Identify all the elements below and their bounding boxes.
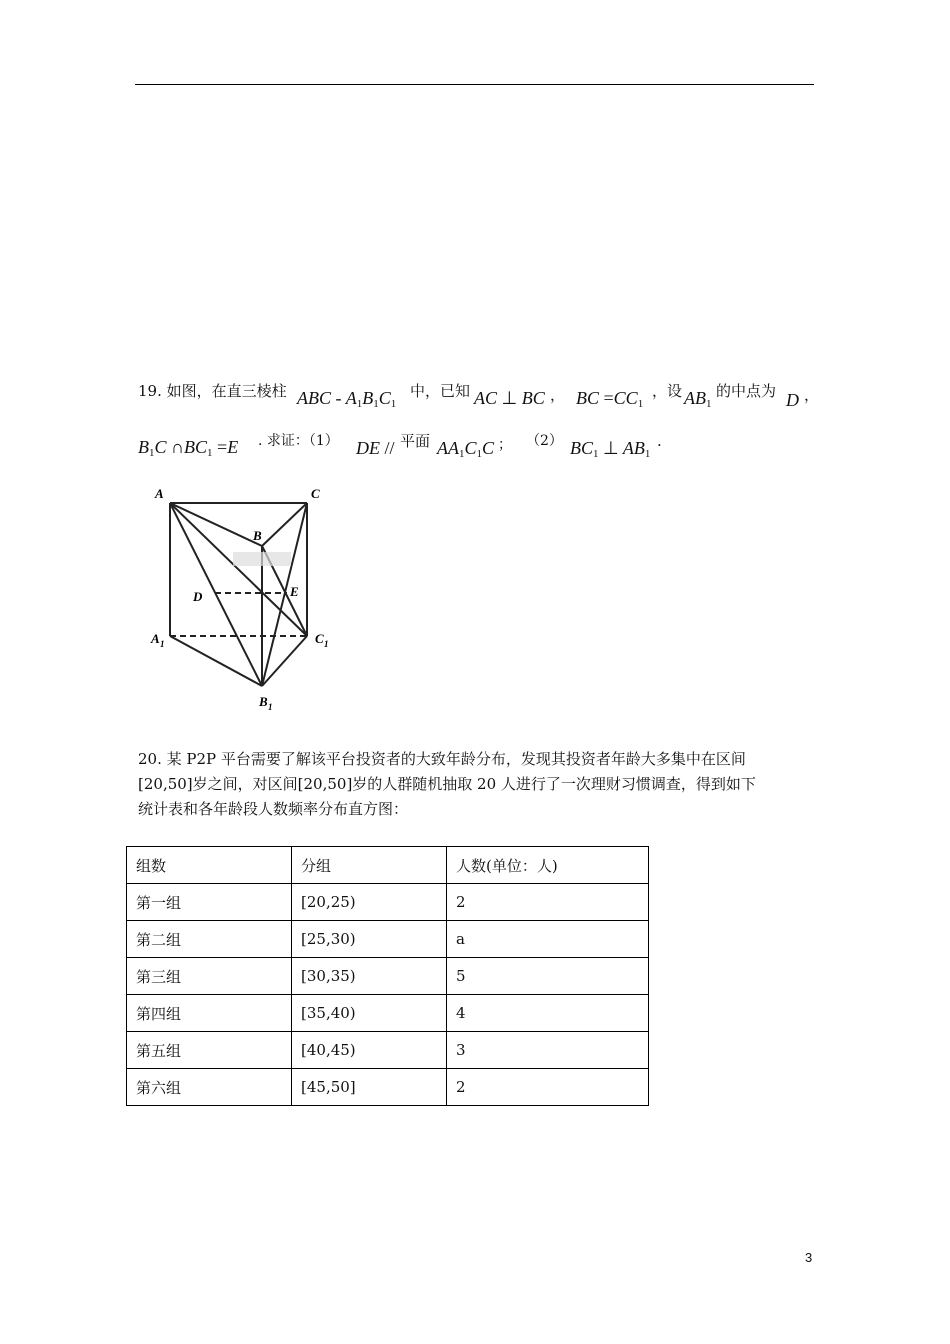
page-number: 3: [805, 1250, 813, 1265]
stats-table: [126, 846, 649, 1106]
label-B: B: [253, 528, 262, 543]
cell-group: 第四组: [127, 995, 292, 1032]
cell-range: [25,30): [292, 921, 447, 958]
q19-cond2: BC $=CC_1$: [576, 388, 644, 410]
label-B1: B: [259, 694, 268, 709]
q19-plane: 平面: [400, 432, 431, 450]
q19-cond1: AC ⊥ BC: [474, 388, 545, 408]
header-people: 人数(单位：人): [447, 847, 649, 884]
q19-conclusion: $BC_1$ ⊥ $AB_1$: [570, 438, 651, 460]
cell-count: 2: [447, 1069, 649, 1106]
q19-midpoint-text: 的中点为: [716, 382, 777, 400]
cell-group: 第六组: [127, 1069, 292, 1106]
q19-intersection: $B_1C$ $\cap BC_1 =E$: [138, 437, 239, 459]
q19-seg: $AB_1$: [684, 388, 712, 410]
cell-group: 第二组: [127, 921, 292, 958]
label-C1-sub: 1: [324, 639, 329, 649]
cell-group: 第一组: [127, 884, 292, 921]
table-row: [127, 958, 649, 995]
label-A1: A: [151, 631, 160, 646]
cell-count: 5: [447, 958, 649, 995]
table-row: [127, 884, 649, 921]
label-A: A: [155, 486, 164, 501]
q20-line3: 统计表和各年龄段人数频率分布直方图：: [138, 800, 409, 818]
q19-prove: . 求证：（1）: [258, 433, 339, 449]
label-A1-sub: 1: [160, 639, 165, 649]
q20-text: [138, 747, 818, 822]
label-C: C: [311, 486, 320, 501]
label-D: D: [193, 589, 203, 604]
label-E: E: [290, 584, 299, 599]
q19-dot: .: [657, 432, 662, 450]
header-group-count: 组数: [127, 847, 292, 884]
q19-part2: （2）: [526, 433, 563, 449]
cell-count: 4: [447, 995, 649, 1032]
q19-set: ，设: [652, 382, 683, 400]
q19-mid: 中，已知: [410, 382, 471, 400]
label-B1-sub: 1: [268, 702, 273, 712]
cell-range: [20,25): [292, 884, 447, 921]
table-row: [127, 1032, 649, 1069]
q20-line1: 20. 某 P2P 平台需要了解该平台投资者的大致年龄分布，发现其投资者年龄大多集中在区间: [138, 750, 746, 768]
header-group-range: 分组: [292, 847, 447, 884]
q19-de: DE //: [356, 438, 395, 458]
cell-group: 第五组: [127, 1032, 292, 1069]
cell-count: 3: [447, 1032, 649, 1069]
cell-group: 第三组: [127, 958, 292, 995]
table-row: [127, 1069, 649, 1106]
label-C1: C: [315, 631, 324, 646]
q19-comma2: ，: [804, 386, 820, 404]
q19-prism: ABC - $A_1B_1C_1$: [297, 388, 397, 410]
cell-count: 2: [447, 884, 649, 921]
header-rule: [135, 84, 814, 85]
q19-intro: 19. 如图，在直三棱柱: [138, 382, 287, 400]
prism-figure: [145, 478, 345, 718]
cell-count: a: [447, 921, 649, 958]
q19-comma: ，: [550, 386, 566, 404]
q19-plane-name: $AA_1C_1C$: [437, 438, 495, 460]
table-header-row: [127, 847, 649, 884]
cell-range: [45,50]: [292, 1069, 447, 1106]
cell-range: [35,40): [292, 995, 447, 1032]
q20-line2: [20,50]岁之间，对区间[20,50]岁的人群随机抽取 20 人进行了一次理财习惯调查，得到如下: [138, 775, 756, 793]
table-row: [127, 921, 649, 958]
q19-point-d: D: [786, 390, 799, 410]
cell-range: [40,45): [292, 1032, 447, 1069]
cell-range: [30,35): [292, 958, 447, 995]
q19-semi: ；: [498, 437, 512, 453]
table-row: [127, 995, 649, 1032]
